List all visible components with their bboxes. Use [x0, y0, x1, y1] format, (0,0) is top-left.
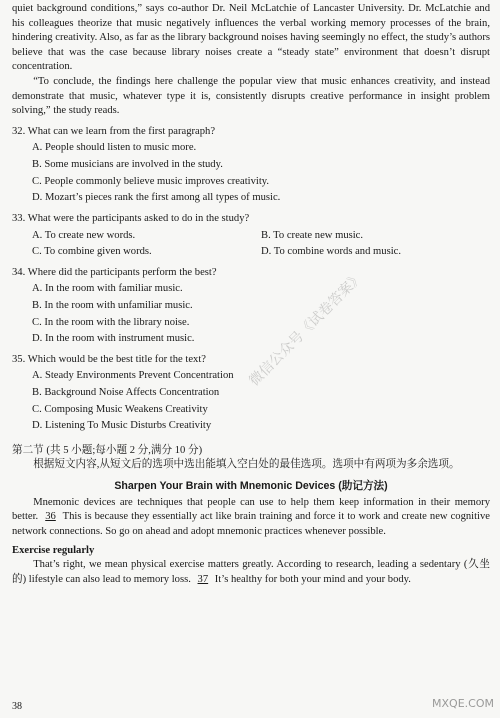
paragraph-text: Mnemonic devices are techniques that people can use to help them keep information in their memory better. — [12, 496, 490, 523]
intro-paragraph-2: “To conclude, the findings here challenge the popular view that music enhances creativity, and instead demonstrate that music, whatever type it is, consistently disrupts creative performance in insight problem solving,” the study reads. — [12, 76, 490, 117]
document-page — [12, 2, 490, 587]
subheading: Exercise regularly — [12, 544, 95, 556]
paragraph-text: It’s healthy for both your mind and your body. — [214, 573, 411, 585]
option-a: A. In the room with familiar music. — [32, 283, 183, 295]
paragraph-text: That’s right, we mean physical exercise matters greatly. According to research, leading a sedentary (久坐的) lifestyle can also lead to memory loss. — [12, 559, 490, 585]
blank-36[interactable]: 36 — [45, 511, 56, 523]
question-35 — [12, 353, 490, 434]
question-stem: 35. Which would be the best title for the text? — [12, 353, 206, 365]
question-stem: 32. What can we learn from the first paragraph? — [12, 125, 216, 137]
question-33 — [12, 212, 490, 260]
page-number: 38 — [12, 701, 22, 712]
section-heading: 第二节 (共 5 小题;每小题 2 分,满分 10 分) — [12, 444, 203, 456]
section-instruction: 根据短文内容,从短文后的选项中选出能填入空白处的最佳选项。选项中有两项为多余选项。 — [33, 459, 460, 471]
site-logo: MXQE.COM — [432, 697, 494, 710]
option-b: B. Some musicians are involved in the study. — [32, 159, 223, 171]
option-a: A. Steady Environments Prevent Concentration — [32, 370, 234, 382]
blank-37[interactable]: 37 — [197, 573, 209, 585]
option-b: B. Background Noise Affects Concentration — [32, 387, 220, 399]
option-d: D. In the room with instrument music. — [32, 333, 195, 345]
passage-paragraph-2 — [12, 558, 490, 587]
question-34 — [12, 266, 490, 347]
option-b: B. To create new music. — [261, 229, 364, 241]
option-d: D. Mozart’s pieces rank the first among all types of music. — [32, 192, 281, 204]
question-stem: 34. Where did the participants perform the best? — [12, 266, 217, 278]
intro-paragraph-1: quiet background conditions,” says co-author Dr. Neil McLatchie of Lancaster University. Dr. McLatchie and his colleagues theorize that music negatively influences the verbal working memory processes of the brain, hindering creativity. Also, as far as the library background noises having seemingly no effect, the study’s authors believe that was the case because library noises create a “steady state” environment that doesn’t disrupt concentration. — [12, 3, 490, 73]
option-b: B. In the room with unfamiliar music. — [32, 299, 193, 311]
option-a: A. People should listen to music more. — [32, 142, 197, 154]
option-c: C. Composing Music Weakens Creativity — [32, 403, 208, 415]
question-32 — [12, 125, 490, 206]
paragraph-text: This is because they essentially act like brain training and force it to work and create new cognitive network connections. So go on ahead and adopt mnemonic practices whenever possible. — [12, 511, 490, 537]
passage-title: Sharpen Your Brain with Mnemonic Devices (助记方法) — [114, 480, 388, 493]
option-a: A. To create new words. — [32, 229, 136, 241]
question-stem: 33. What were the participants asked to do in the study? — [12, 212, 250, 224]
option-c: C. To combine given words. — [32, 246, 152, 258]
passage-paragraph-1 — [12, 496, 490, 540]
option-d: D. To combine words and music. — [261, 246, 401, 258]
watermark: 微信公众号《试卷答案》 — [246, 269, 367, 390]
option-c: C. In the room with the library noise. — [32, 316, 190, 328]
option-c: C. People commonly believe music improves creativity. — [32, 175, 270, 187]
option-d: D. Listening To Music Disturbs Creativity — [32, 420, 212, 432]
